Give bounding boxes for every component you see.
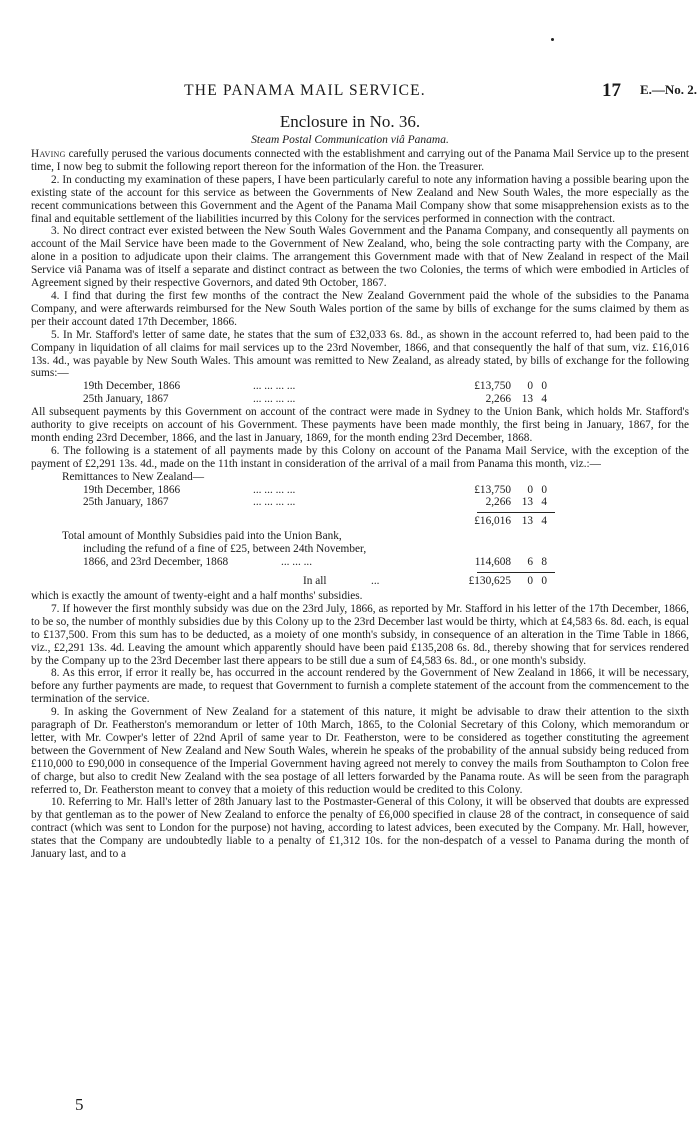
- stray-mark: [551, 38, 554, 41]
- row-leader: ... ... ... ...: [253, 380, 296, 393]
- row-date: 25th January, 1867: [83, 393, 169, 406]
- amount-pence: 0: [541, 574, 547, 587]
- table-row: [31, 393, 689, 406]
- table-row: [31, 496, 689, 509]
- amount-pounds: 114,608: [474, 556, 511, 569]
- row-leader: ... ... ... ...: [253, 496, 296, 509]
- row-leader: ...: [371, 574, 380, 587]
- paragraph-1-text: carefully perused the various documents connected with the establishment and carrying out of the Panama Mail Service up to the present time, I now beg to submit the following report thereon for the information of the Hon. the Treasurer.: [31, 148, 689, 173]
- table-row: [31, 471, 689, 484]
- total-rule: [477, 572, 555, 573]
- amount-pounds: £13,750: [474, 483, 511, 496]
- amount-shillings: 13: [521, 515, 533, 528]
- amount-pence: 8: [541, 556, 547, 569]
- amount-shillings: 13: [521, 393, 533, 406]
- row-date: 25th January, 1867: [83, 496, 169, 509]
- table-row: [31, 575, 689, 590]
- enclosure-title: Enclosure in No. 36.: [279, 112, 421, 131]
- subtotal-rule: [477, 512, 555, 513]
- monthly-label: 1866, and 23rd December, 1868: [83, 556, 229, 569]
- paragraph-1: [31, 148, 689, 174]
- page-number: 17: [602, 80, 621, 101]
- table-row: [31, 543, 689, 556]
- row-amount: [453, 496, 553, 509]
- document-body: [31, 148, 689, 861]
- amount-pounds: £13,750: [474, 380, 511, 393]
- amount-pence: 4: [541, 393, 547, 406]
- row-amount: [453, 393, 553, 406]
- row-leader: ... ... ...: [281, 556, 313, 569]
- paragraph-5-continued: All subsequent payments by this Government on account of the contract were made in Sydney to the Union Bank, which holds Mr. Stafford's authority to give receipts on account of his Government. These payments have been made monthly, the first being in January, 1867, for the month ending 23rd December, 1866, and the last in January, 1869, for the month ending 23rd December, 1868.: [31, 406, 689, 444]
- row-date: 19th December, 1866: [83, 380, 181, 393]
- amount-pence: 0: [541, 380, 547, 393]
- amount-shillings: 6: [527, 556, 533, 569]
- remittances-label: Remittances to New Zealand—: [62, 470, 205, 483]
- monthly-label: including the refund of a fine of £25, between 24th November,: [83, 543, 367, 556]
- payments-statement: [31, 471, 689, 590]
- table-row: [31, 484, 689, 497]
- amount-pounds: £16,016: [474, 515, 511, 528]
- amount-shillings: 0: [527, 574, 533, 587]
- monthly-amount: [453, 556, 553, 569]
- amount-pounds: 2,266: [485, 393, 511, 406]
- paragraph-8: 8. As this error, if error it really be, has occurred in the account rendered by the Government of New Zealand in 1866, it will be necessary, before any further payments are made, to request that Government to furnish a complete statement of the account from the commencement to the termination of the service.: [31, 667, 689, 706]
- paragraph-1-lead: Having: [31, 148, 66, 160]
- amount-shillings: 13: [521, 496, 533, 509]
- table-row: [31, 530, 689, 543]
- subtotal-amount: [453, 515, 553, 528]
- paragraph-10: 10. Referring to Mr. Hall's letter of 28th January last to the Postmaster-General of this Colony, it will be observed that doubts are expressed by that gentleman as to the power of New Zealand to enforce the penalty of £6,000 specified in clause 28 of the contract, in consequence of said contract (which was sent to London for the purpose) not having, according to latest advices, been executed by the Company. Mr. Hall, however, states that the Company are undoubtedly liable to a penalty of £1,312 10s. for the non-despatch of a vessel to Panama during the month of January last, and to a: [31, 796, 689, 861]
- amount-pence: 0: [541, 483, 547, 496]
- paragraph-7: 7. If however the first monthly subsidy was due on the 23rd July, 1866, as reported by Mr. Stafford in his letter of the 17th December, 1866, to be so, the number of monthly subsidies due by this Colony up to the 23rd December last would be thirty, which at £4,583 6s. 8d. each, is equal to £137,500. From this sum has to be deducted, as a moiety of one month's subsidy, in consequence of an alteration in the Time Table in 1866, viz., £2,291 13s. 4d. Leaving the amount which apparently should have been paid £135,208 6s. 8d., thereby showing that for services rendered by the Company up to the 23rd December last there appears to be still due a sum of £4,583 6s. 8d., or one month's subsidy.: [31, 602, 689, 667]
- amount-shillings: 0: [527, 380, 533, 393]
- paragraph-9: 9. In asking the Government of New Zealand for a statement of this nature, it might be advisable to draw their attention to the sixth paragraph of Dr. Featherston's memorandum or letter of 10th March, 1865, to the Colonial Secretary of this Colony, which memorandum or letter, with Mr. Cowper's letter of 22nd April of same year to Dr. Featherston, were to be considered as together constituting the agreement between the Government of New Zealand and New South Wales, wherein he speaks of the probability of the annual subsidy being reduced from £110,000 to £90,000 in consequence of the Imperial Government having agreed not merely to convey the mails from Southampton to Colon free of charge, but also to credit New Zealand with the sea postage of all letters forwarded by the Panama route. As will be seen from the paragraph referred to, Dr. Featherston meant to convey that a moiety of this reduction would be credited to this Colony.: [31, 706, 689, 796]
- row-leader: ... ... ... ...: [253, 393, 296, 406]
- paragraph-4: 4. I find that during the first few months of the contract the New Zealand Government paid the whole of the subsidies to the Panama Company, and were afterwards reimbursed for the New South Wales portion of the same by bills of exchange for the sums claimed by them as per their account dated 17th December, 1866.: [31, 289, 689, 328]
- enclosure-subtitle: Steam Postal Communication viâ Panama.: [251, 134, 449, 146]
- row-leader: ... ... ... ...: [253, 483, 296, 496]
- document-reference: E.—No. 2.: [640, 82, 698, 97]
- bills-table: [31, 380, 689, 406]
- paragraph-3: 3. No direct contract ever existed between the New South Wales Government and the Panama Company, and consequently all payments on account of the Mail Service have been made to the Government of New Zealand, who, being the sole contracting party with the Company, are alone in a position to adjudicate upon their claims. The arrangement this Government made with that of New Zealand in respect of the Mail Service viâ Panama was of itself a separate and distinct contract as between the two Colonies, the terms of which were embodied in Articles of Agreement signed by their respective Governors, and dated 9th October, 1867.: [31, 225, 689, 290]
- table-row: [31, 380, 689, 393]
- amount-shillings: 0: [527, 483, 533, 496]
- monthly-label: Total amount of Monthly Subsidies paid into the Union Bank,: [62, 530, 342, 543]
- in-all-label: In all: [303, 574, 327, 587]
- page-header: [0, 82, 700, 104]
- signature-mark: 5: [75, 1095, 84, 1114]
- amount-pounds: 2,266: [485, 496, 511, 509]
- amount-pence: 4: [541, 496, 547, 509]
- row-amount: [453, 380, 553, 393]
- row-date: 19th December, 1866: [83, 483, 181, 496]
- running-title: THE PANAMA MAIL SERVICE.: [184, 82, 426, 99]
- amount-pounds: £130,625: [468, 574, 511, 587]
- paragraph-5: 5. In Mr. Stafford's letter of same date, he states that the sum of £32,033 6s. 8d., as shown in the account referred to, had been paid to the Company in liquidation of all claims for mail services up to the 23rd November, 1866, and that consequently the half of that sum, viz. £16,016 13s. 4d., was payable by New South Wales. This amount was remitted to New Zealand, as already stated, by bills of exchange for the following sums:—: [31, 328, 689, 380]
- paragraph-6: 6. The following is a statement of all payments made by this Colony on account of the Panama Mail Service, with the exception of the payment of £2,291 13s. 4d., made on the 11th instant in consideration of the arrival of a mail from Panama this month, viz.:—: [31, 444, 689, 470]
- table-row: [31, 556, 689, 569]
- row-amount: [453, 484, 553, 497]
- total-amount: [453, 575, 553, 588]
- paragraph-6-tail: which is exactly the amount of twenty-eight and a half months' subsidies.: [31, 589, 363, 602]
- amount-pence: 4: [541, 515, 547, 528]
- paragraph-2: 2. In conducting my examination of these papers, I have been particularly careful to note any information having a possible bearing upon the existing state of the account for this service as between the Governments of New Zealand and New South Wales, the more especially as the recent communications between this Government and the Agent of the Panama Mail Company show that some misapprehension exists as to the final and equitable settlement of the liabilities incurred by this Colony for the services performed in connection with the contract.: [31, 173, 689, 225]
- table-row: [31, 515, 689, 530]
